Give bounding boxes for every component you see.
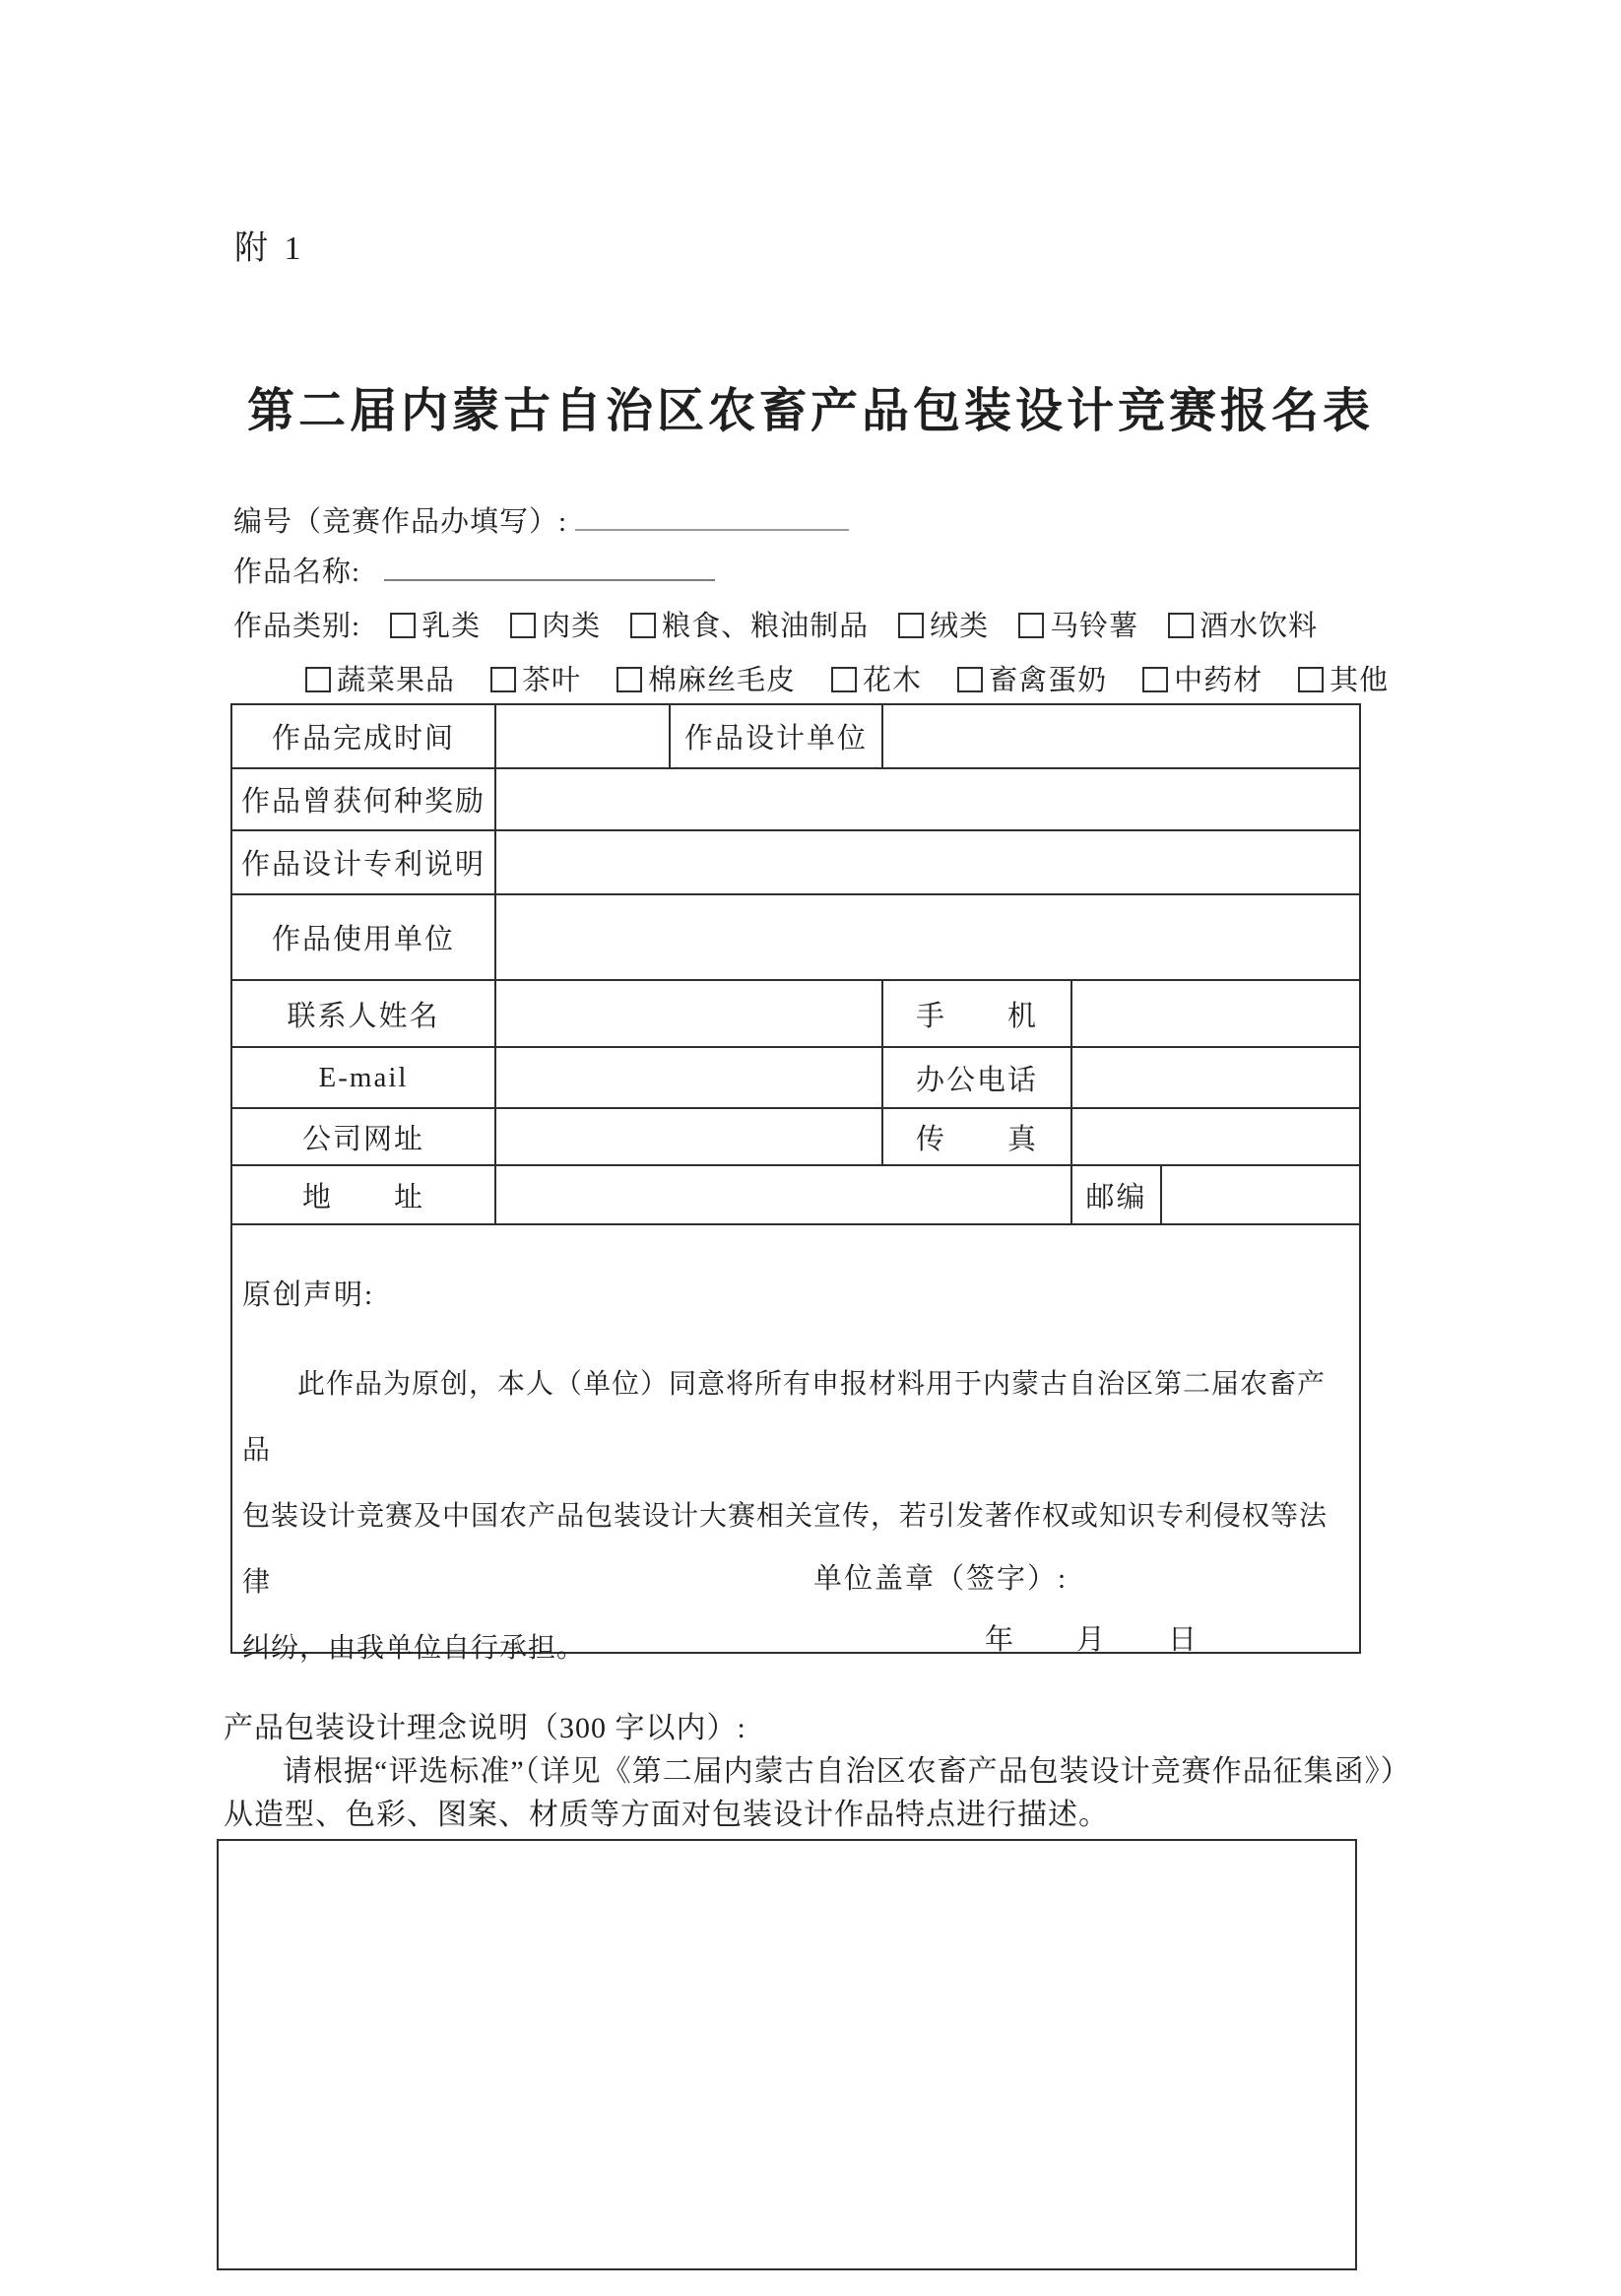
category-label: 作品类别: [233,611,361,642]
user-unit-value-cell[interactable] [496,895,1359,981]
checkbox-icon[interactable] [390,613,416,638]
awards-label: 作品曾获何种奖励 [232,769,496,831]
concept-instruction-line: 请根据“评选标准”（详见《第二届内蒙古自治区农畜产品包装设计竞赛作品征集函》） [283,1755,1411,1788]
concept-text-box[interactable] [217,1839,1357,2270]
postcode-value-cell[interactable] [1162,1166,1359,1225]
date-line: 年 月 日 [985,1624,1200,1656]
website-value-cell[interactable] [496,1109,883,1166]
entry-number-label: 编号（竞赛作品办填写）: [233,506,568,538]
email-value-cell[interactable] [496,1048,883,1109]
checkbox-icon[interactable] [831,667,857,692]
category-option-cotton-hemp-silk-fur[interactable]: 棉麻丝毛皮 [616,661,796,700]
work-name-line [233,548,715,587]
work-name-label: 作品名称: [233,557,361,588]
work-name-blank[interactable] [384,548,715,581]
email-label: E-mail [232,1048,496,1109]
website-label: 公司网址 [232,1109,496,1166]
completion-time-value-cell[interactable] [496,705,671,769]
declaration-body-line: 纠纷，由我单位自行承担。 [242,1633,586,1664]
checkbox-icon[interactable] [1018,613,1044,638]
checkbox-icon[interactable] [305,667,331,692]
office-phone-value-cell[interactable] [1072,1048,1359,1109]
category-option-flowers-trees[interactable]: 花木 [831,661,922,700]
checkbox-icon[interactable] [1168,613,1194,638]
awards-value-cell[interactable] [496,769,1359,831]
category-option-beverage[interactable]: 酒水饮料 [1168,607,1318,646]
patent-label: 作品设计专利说明 [232,831,496,895]
category-option-dairy[interactable]: 乳类 [390,607,481,646]
entry-number-blank[interactable] [575,497,849,531]
patent-value-cell[interactable] [496,831,1359,895]
design-unit-label: 作品设计单位 [671,705,883,769]
checkbox-icon[interactable] [1298,667,1324,692]
user-unit-label: 作品使用单位 [232,895,496,981]
concept-heading: 产品包装设计理念说明（300 字以内）: [224,1712,746,1744]
office-phone-label: 办公电话 [883,1048,1072,1109]
concept-section [224,1707,1420,1837]
page-title: 第二届内蒙古自治区农畜产品包装设计竞赛报名表 [246,385,1374,437]
category-option-grain-oil[interactable]: 粮食、粮油制品 [630,607,869,646]
postcode-label: 邮编 [1072,1166,1162,1225]
concept-instruction-line: 从造型、色彩、图案、材质等方面对包装设计作品特点进行描述。 [224,1799,1109,1831]
entry-number-line [233,497,849,537]
checkbox-icon[interactable] [898,613,924,638]
category-row-2 [305,661,1424,700]
category-option-livestock-eggs-milk[interactable]: 畜禽蛋奶 [957,661,1107,700]
completion-time-label: 作品完成时间 [232,705,496,769]
declaration-heading: 原创声明: [242,1279,375,1311]
address-value-cell[interactable] [496,1166,1072,1225]
checkbox-icon[interactable] [957,667,983,692]
declaration-section [232,1225,1359,1664]
checkbox-icon[interactable] [1142,667,1168,692]
checkbox-icon[interactable] [510,613,536,638]
checkbox-icon[interactable] [490,667,516,692]
category-option-other[interactable]: 其他 [1298,661,1389,700]
contact-name-label: 联系人姓名 [232,981,496,1048]
category-option-vegetables-fruit[interactable]: 蔬菜果品 [305,661,455,700]
stamp-signature-label: 单位盖章（签字）: [813,1563,1069,1595]
attachment-label: 附 1 [234,230,305,267]
declaration-body-line: 包装设计竞赛及中国农产品包装设计大赛相关宣传，若引发著作权或知识专利侵权等法律 [242,1501,1329,1598]
mobile-label: 手 机 [883,981,1072,1048]
checkbox-icon[interactable] [616,667,642,692]
declaration-body-line: 此作品为原创，本人（单位）同意将所有申报材料用于内蒙古自治区第二届农畜产品 [242,1369,1327,1466]
category-option-meat[interactable]: 肉类 [510,607,601,646]
category-option-cashmere[interactable]: 绒类 [898,607,989,646]
registration-table [230,703,1361,1664]
fax-label: 传 真 [883,1109,1072,1166]
address-label: 地 址 [232,1166,496,1225]
category-option-potato[interactable]: 马铃薯 [1018,607,1138,646]
fax-value-cell[interactable] [1072,1109,1359,1166]
mobile-value-cell[interactable] [1072,981,1359,1048]
contact-name-value-cell[interactable] [496,981,883,1048]
category-option-herbs[interactable]: 中药材 [1142,661,1263,700]
category-option-tea[interactable]: 茶叶 [490,661,581,700]
checkbox-icon[interactable] [630,613,656,638]
design-unit-value-cell[interactable] [883,705,1359,769]
category-row-1 [233,607,1318,646]
